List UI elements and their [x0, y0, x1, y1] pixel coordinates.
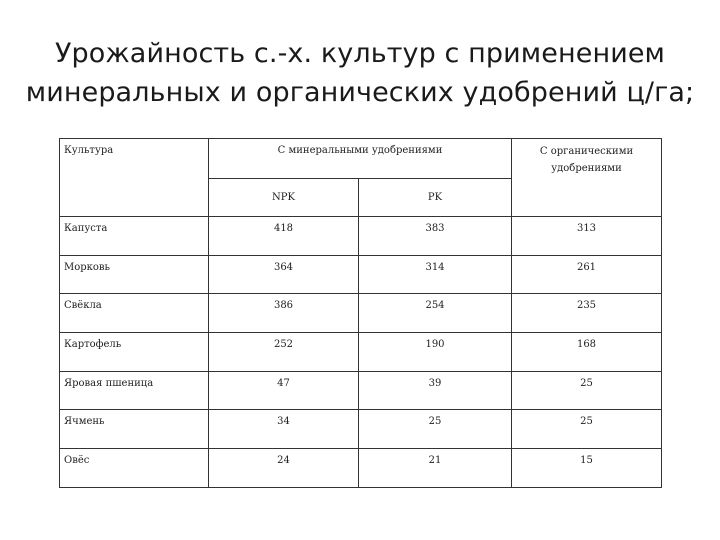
header-pk: PK: [359, 179, 512, 217]
npk-value: 24: [209, 449, 359, 488]
header-npk: NPK: [209, 179, 359, 217]
pk-value: 25: [359, 410, 512, 449]
organic-value: 25: [512, 371, 662, 410]
npk-value: 34: [209, 410, 359, 449]
header-organic: С органическими удобрениями: [512, 139, 662, 217]
table-row: [60, 410, 662, 449]
table-header-row: [60, 139, 662, 179]
crop-name: Яровая пшеница: [60, 371, 209, 410]
pk-value: 190: [359, 333, 512, 372]
pk-value: 314: [359, 255, 512, 294]
title-line-2: минеральных и органических удобрений ц/га;: [25, 77, 695, 108]
slide-title: [20, 34, 700, 112]
table-row: [60, 371, 662, 410]
crop-name: Капуста: [60, 217, 209, 256]
table-row: [60, 294, 662, 333]
header-mineral: С минеральными удобрениями: [209, 139, 512, 179]
organic-value: 25: [512, 410, 662, 449]
npk-value: 386: [209, 294, 359, 333]
npk-value: 418: [209, 217, 359, 256]
pk-value: 21: [359, 449, 512, 488]
table-row: [60, 333, 662, 372]
organic-value: 235: [512, 294, 662, 333]
table-row: [60, 217, 662, 256]
organic-value: 168: [512, 333, 662, 372]
title-line-1: Урожайность с.-х. культур с применением: [54, 38, 666, 69]
crop-name: Ячмень: [60, 410, 209, 449]
table-row: [60, 449, 662, 488]
crop-name: Свёкла: [60, 294, 209, 333]
npk-value: 47: [209, 371, 359, 410]
header-culture: Культура: [60, 139, 209, 217]
pk-value: 254: [359, 294, 512, 333]
npk-value: 364: [209, 255, 359, 294]
pk-value: 383: [359, 217, 512, 256]
organic-value: 15: [512, 449, 662, 488]
pk-value: 39: [359, 371, 512, 410]
crop-name: Овёс: [60, 449, 209, 488]
table-row: [60, 255, 662, 294]
npk-value: 252: [209, 333, 359, 372]
organic-value: 261: [512, 255, 662, 294]
yield-table: [59, 138, 662, 488]
crop-name: Картофель: [60, 333, 209, 372]
crop-name: Морковь: [60, 255, 209, 294]
organic-value: 313: [512, 217, 662, 256]
